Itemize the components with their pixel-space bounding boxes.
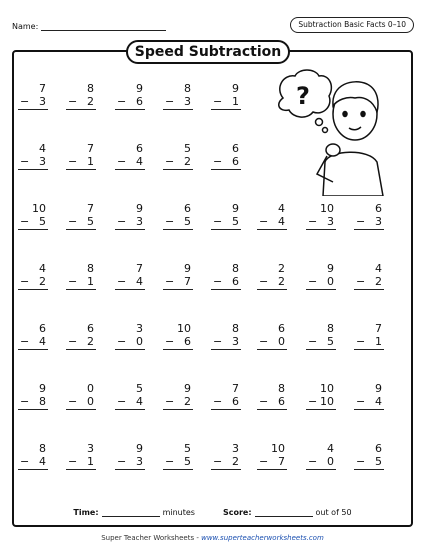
out-of-label: out of 50 (315, 508, 352, 517)
subtrahend-line (211, 155, 241, 170)
subtrahend-line (66, 95, 96, 110)
minuend: 6 (232, 142, 239, 155)
subtraction-problem (257, 442, 287, 470)
subtrahend-line (115, 455, 145, 470)
minuend: 7 (375, 322, 382, 335)
minus-sign: − (117, 335, 127, 348)
subtrahend-line (306, 335, 336, 350)
subtrahend-line (66, 155, 96, 170)
name-row (12, 21, 166, 31)
subtraction-problem (211, 442, 241, 470)
minus-sign: − (68, 335, 78, 348)
subtraction-problem (306, 322, 336, 350)
subtraction-problem (66, 322, 96, 350)
subtraction-problem (306, 382, 336, 410)
subtrahend: 2 (232, 455, 239, 468)
minus-sign: − (308, 335, 318, 348)
credit-line (0, 534, 425, 542)
subtrahend-line (354, 395, 384, 410)
subtraction-problem (18, 382, 48, 410)
subtrahend: 4 (39, 335, 46, 348)
subtraction-problem (306, 442, 336, 470)
subtrahend-line (211, 335, 241, 350)
subtrahend-line (66, 335, 96, 350)
subtrahend-line (163, 95, 193, 110)
subtrahend-line (257, 275, 287, 290)
time-label: Time: (73, 508, 99, 517)
minus-sign: − (213, 215, 223, 228)
minuend: 4 (278, 202, 285, 215)
subtrahend: 6 (232, 155, 239, 168)
subtrahend-line (211, 455, 241, 470)
subtrahend: 5 (375, 455, 382, 468)
minuend: 4 (39, 262, 46, 275)
subtrahend: 6 (278, 395, 285, 408)
subtraction-problem (211, 262, 241, 290)
minuend: 4 (39, 142, 46, 155)
subtraction-problem (354, 382, 384, 410)
subtraction-problem (163, 202, 193, 230)
minuend: 9 (184, 262, 191, 275)
subtraction-problem (66, 82, 96, 110)
subtraction-problem (257, 322, 287, 350)
minus-sign: − (213, 155, 223, 168)
subtrahend: 2 (375, 275, 382, 288)
subtrahend: 3 (39, 155, 46, 168)
credit-text: Super Teacher Worksheets - (101, 534, 202, 542)
minus-sign: − (165, 215, 175, 228)
subtrahend: 2 (39, 275, 46, 288)
subtrahend-line (354, 275, 384, 290)
minuend: 3 (87, 442, 94, 455)
subtraction-problem (115, 262, 145, 290)
minuend: 0 (87, 382, 94, 395)
minuend: 5 (136, 382, 143, 395)
subtraction-problem (354, 322, 384, 350)
minuend: 2 (278, 262, 285, 275)
footer-row (0, 508, 425, 517)
subtraction-problem (18, 442, 48, 470)
subtrahend-line (354, 215, 384, 230)
minus-sign: − (259, 275, 269, 288)
subtraction-problem (18, 322, 48, 350)
subtrahend-line (306, 455, 336, 470)
subtraction-problem (115, 322, 145, 350)
subtrahend: 0 (327, 455, 334, 468)
minuend: 6 (39, 322, 46, 335)
subtrahend: 7 (278, 455, 285, 468)
subtrahend: 2 (278, 275, 285, 288)
subtrahend-line (257, 335, 287, 350)
minus-sign: − (165, 95, 175, 108)
subtrahend: 6 (232, 275, 239, 288)
subtrahend-line (163, 335, 193, 350)
subtrahend-line (163, 275, 193, 290)
minus-sign: − (213, 455, 223, 468)
minuend: 7 (232, 382, 239, 395)
subtraction-problem (163, 82, 193, 110)
minus-sign: − (259, 395, 269, 408)
subtrahend-line (18, 395, 48, 410)
minuend: 8 (278, 382, 285, 395)
subtrahend-line (115, 275, 145, 290)
minuend: 6 (278, 322, 285, 335)
subtrahend-line (306, 215, 336, 230)
subtrahend: 2 (87, 95, 94, 108)
subtrahend: 3 (375, 215, 382, 228)
minuend: 7 (87, 202, 94, 215)
minuend: 9 (136, 202, 143, 215)
minuend: 7 (39, 82, 46, 95)
minuend: 6 (184, 202, 191, 215)
subtrahend-line (211, 215, 241, 230)
subtrahend-line (115, 95, 145, 110)
subtrahend-line (66, 455, 96, 470)
subtraction-problem (115, 142, 145, 170)
score-field[interactable] (255, 508, 313, 517)
subtrahend-line (211, 95, 241, 110)
subtraction-problem (18, 262, 48, 290)
minus-sign: − (356, 215, 366, 228)
minuend: 7 (87, 142, 94, 155)
minus-sign: − (117, 95, 127, 108)
minuend: 8 (232, 322, 239, 335)
subtrahend: 1 (87, 275, 94, 288)
minus-sign: − (68, 155, 78, 168)
subtrahend: 2 (87, 335, 94, 348)
subtrahend: 4 (278, 215, 285, 228)
minuend: 4 (327, 442, 334, 455)
minus-sign: − (117, 215, 127, 228)
minus-sign: − (165, 335, 175, 348)
subtraction-problem (211, 82, 241, 110)
minuend: 10 (320, 202, 334, 215)
minus-sign: − (165, 455, 175, 468)
subtraction-problem (115, 442, 145, 470)
minus-sign: − (68, 455, 78, 468)
minuend: 8 (327, 322, 334, 335)
minus-sign: − (20, 215, 30, 228)
subtraction-problem (18, 142, 48, 170)
subtrahend: 5 (87, 215, 94, 228)
minuend: 9 (327, 262, 334, 275)
thinking-boy-icon (275, 66, 387, 196)
subtraction-problem (211, 202, 241, 230)
minus-sign: − (20, 275, 30, 288)
name-label: Name: (12, 22, 39, 31)
subtraction-problem (163, 442, 193, 470)
subtrahend: 8 (39, 395, 46, 408)
minus-sign: − (259, 455, 269, 468)
subtraction-problem (163, 142, 193, 170)
minuend: 3 (232, 442, 239, 455)
minuend: 9 (136, 442, 143, 455)
subtrahend-line (18, 95, 48, 110)
minus-sign: − (356, 335, 366, 348)
minuend: 8 (232, 262, 239, 275)
page-title: Speed Subtraction (126, 40, 290, 64)
minuend: 8 (39, 442, 46, 455)
subtrahend-line (211, 275, 241, 290)
minus-sign: − (68, 395, 78, 408)
subtraction-problem (66, 442, 96, 470)
subtrahend: 4 (136, 275, 143, 288)
minuend: 8 (87, 262, 94, 275)
subtrahend-line (18, 455, 48, 470)
subtrahend: 0 (278, 335, 285, 348)
minuend: 3 (136, 322, 143, 335)
subtrahend: 4 (39, 455, 46, 468)
subtrahend: 0 (87, 395, 94, 408)
subtrahend-line (18, 335, 48, 350)
subtraction-problem (66, 142, 96, 170)
minus-sign: − (356, 275, 366, 288)
subtrahend: 1 (232, 95, 239, 108)
subtraction-problem (257, 382, 287, 410)
subtrahend: 10 (320, 395, 334, 408)
subtraction-problem (115, 202, 145, 230)
minuend: 4 (375, 262, 382, 275)
minus-sign: − (20, 335, 30, 348)
question-mark-thought-bubble-icon (279, 70, 332, 133)
subtrahend: 5 (327, 335, 334, 348)
minus-sign: − (165, 275, 175, 288)
subtrahend: 3 (232, 335, 239, 348)
subtraction-problem (115, 382, 145, 410)
subtrahend-line (354, 335, 384, 350)
minuend: 10 (320, 382, 334, 395)
subtrahend: 5 (184, 215, 191, 228)
subtrahend-line (163, 455, 193, 470)
subtraction-problem (354, 442, 384, 470)
subtraction-problem (115, 82, 145, 110)
subtrahend-line (66, 395, 96, 410)
subtrahend: 0 (136, 335, 143, 348)
subtrahend: 1 (87, 455, 94, 468)
minus-sign: − (117, 395, 127, 408)
subtraction-problem (211, 382, 241, 410)
subtraction-problem (163, 262, 193, 290)
subtrahend: 0 (327, 275, 334, 288)
minus-sign: − (308, 275, 318, 288)
subtrahend-line (163, 215, 193, 230)
minus-sign: − (165, 155, 175, 168)
subtrahend-line (163, 155, 193, 170)
subtrahend: 6 (136, 95, 143, 108)
minuend: 6 (375, 202, 382, 215)
subtraction-problem (257, 202, 287, 230)
minuend: 9 (136, 82, 143, 95)
subtrahend-line (211, 395, 241, 410)
subtrahend: 6 (232, 395, 239, 408)
minus-sign: − (117, 155, 127, 168)
subtrahend: 3 (136, 215, 143, 228)
svg-text:?: ? (296, 82, 310, 110)
subtraction-problem (354, 202, 384, 230)
subtrahend: 5 (184, 455, 191, 468)
minus-sign: − (213, 275, 223, 288)
minuend: 10 (271, 442, 285, 455)
time-field[interactable] (102, 508, 160, 517)
credit-link[interactable]: www.superteacherworksheets.com (201, 534, 324, 542)
minuend: 10 (177, 322, 191, 335)
subtraction-problem (18, 82, 48, 110)
subtrahend-line (115, 335, 145, 350)
subtrahend-line (18, 155, 48, 170)
minuend: 9 (232, 202, 239, 215)
minus-sign: − (213, 335, 223, 348)
minus-sign: − (68, 215, 78, 228)
subtrahend: 3 (184, 95, 191, 108)
subtrahend: 3 (327, 215, 334, 228)
minuend: 7 (136, 262, 143, 275)
subtraction-problem (66, 382, 96, 410)
minus-sign: − (20, 395, 30, 408)
minus-sign: − (20, 155, 30, 168)
minus-sign: − (165, 395, 175, 408)
subtrahend-line (66, 275, 96, 290)
minus-sign: − (68, 275, 78, 288)
minuend: 8 (87, 82, 94, 95)
minus-sign: − (213, 95, 223, 108)
minuend: 9 (184, 382, 191, 395)
subtrahend: 4 (136, 395, 143, 408)
subtrahend: 5 (232, 215, 239, 228)
subtraction-problem (163, 322, 193, 350)
subtrahend-line (163, 395, 193, 410)
minuend: 9 (232, 82, 239, 95)
subtrahend: 2 (184, 155, 191, 168)
subtrahend: 4 (136, 155, 143, 168)
minus-sign: − (213, 395, 223, 408)
subtrahend-line (115, 215, 145, 230)
subtrahend-line (257, 395, 287, 410)
subtrahend: 1 (375, 335, 382, 348)
minus-sign: − (356, 455, 366, 468)
minus-sign: − (117, 455, 127, 468)
minutes-label: minutes (162, 508, 195, 517)
subtraction-problem (66, 262, 96, 290)
minuend: 5 (184, 142, 191, 155)
name-field[interactable] (41, 21, 166, 31)
subtraction-problem (66, 202, 96, 230)
minuend: 6 (136, 142, 143, 155)
minus-sign: − (20, 95, 30, 108)
minuend: 6 (375, 442, 382, 455)
subtrahend: 1 (87, 155, 94, 168)
subtrahend: 5 (39, 215, 46, 228)
subtrahend: 7 (184, 275, 191, 288)
minus-sign: − (308, 215, 318, 228)
subtraction-problem (306, 202, 336, 230)
worksheet-topic-badge: Subtraction Basic Facts 0–10 (290, 17, 414, 33)
subtrahend-line (306, 395, 336, 410)
subtrahend: 6 (184, 335, 191, 348)
subtraction-problem (211, 322, 241, 350)
minuend: 10 (32, 202, 46, 215)
subtrahend: 4 (375, 395, 382, 408)
subtraction-problem (163, 382, 193, 410)
subtrahend: 3 (136, 455, 143, 468)
subtrahend-line (257, 215, 287, 230)
minus-sign: − (308, 455, 318, 468)
minus-sign: − (117, 275, 127, 288)
subtraction-problem (211, 142, 241, 170)
subtraction-problem (354, 262, 384, 290)
minus-sign: − (259, 215, 269, 228)
subtraction-problem (18, 202, 48, 230)
subtrahend: 3 (39, 95, 46, 108)
minuend: 5 (184, 442, 191, 455)
minuend: 9 (39, 382, 46, 395)
subtrahend-line (18, 215, 48, 230)
subtrahend: 2 (184, 395, 191, 408)
minus-sign: − (68, 95, 78, 108)
minus-sign: − (308, 395, 318, 408)
subtrahend-line (354, 455, 384, 470)
subtrahend-line (66, 215, 96, 230)
minus-sign: − (20, 455, 30, 468)
subtraction-problem (257, 262, 287, 290)
subtrahend-line (18, 275, 48, 290)
score-label: Score: (222, 508, 252, 517)
subtrahend-line (115, 155, 145, 170)
minuend: 8 (184, 82, 191, 95)
subtraction-problem (306, 262, 336, 290)
minuend: 6 (87, 322, 94, 335)
minus-sign: − (356, 395, 366, 408)
subtrahend-line (257, 455, 287, 470)
minus-sign: − (259, 335, 269, 348)
subtrahend-line (115, 395, 145, 410)
minuend: 9 (375, 382, 382, 395)
subtrahend-line (306, 275, 336, 290)
